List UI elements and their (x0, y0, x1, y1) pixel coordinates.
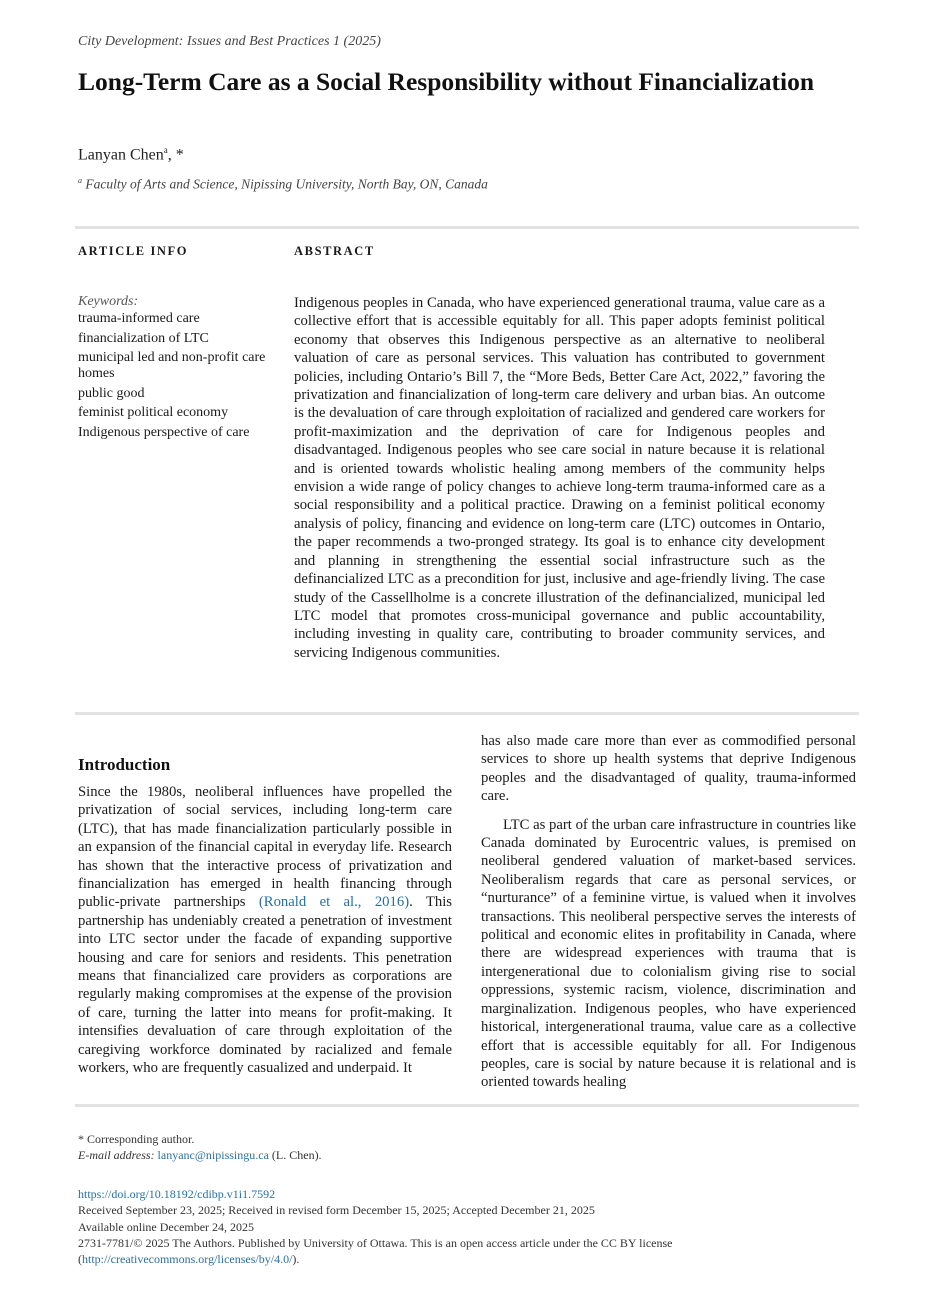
intro-text: Since the 1980s, neoliberal influences have propelled the privatization of social services, including long-term care (LTC), that has made financialization particularly possible in an expansion of the financial capital in everyday life. Research has shown that the interactive process of privatization and financialization has emerged in health financing through public-private partnerships (78, 784, 452, 911)
abstract-heading: ABSTRACT (294, 244, 375, 258)
intro-text: . This partnership has undeniably created a penetration of investment into LTC sector under the facade of expanding supportive housing and care for seniors and residents. This penetration means that financialized care providers as corporations are regularly making compromises at the expense of the provision of care, turning the latter into means for profit-making. It intensifies devaluation of care through exploitation of the caregiving workforce dominated by racialized and female workers, who are frequently casualized and underpaid. It (78, 894, 452, 1077)
body-column-left (78, 783, 452, 1078)
online-date: Available online December 24, 2025 (78, 1219, 255, 1234)
email-link[interactable]: lanyanc@nipissingu.ca (157, 1148, 269, 1163)
license-line (78, 1251, 672, 1267)
article-title: Long-Term Care as a Social Responsibility without Financialization (78, 67, 815, 96)
email-line (78, 1147, 322, 1163)
divider-top (75, 226, 859, 229)
paren-close: ). (292, 1252, 300, 1267)
author-line (78, 145, 184, 164)
keywords-label: Keywords: (78, 294, 139, 309)
email-suffix: (L. Chen). (268, 1148, 322, 1163)
introduction-heading: Introduction (78, 755, 171, 774)
license-link[interactable]: http://creativecommons.org/licenses/by/4.0/ (82, 1252, 293, 1267)
affiliation-text: Faculty of Arts and Science, Nipissing University, North Bay, ON, Canada (85, 176, 488, 192)
author-affiliation-mark: a (163, 145, 168, 155)
footnote (78, 1131, 322, 1164)
doi-link[interactable]: https://doi.org/10.18192/cdibp.v1i1.7592 (78, 1187, 276, 1201)
divider-middle (75, 712, 859, 715)
keyword-item: trauma-informed care (78, 311, 200, 326)
keyword-item: municipal led and non-profit care homes (78, 350, 266, 381)
author-name[interactable]: Lanyan Chen (78, 146, 164, 164)
journal-citation: City Development: Issues and Best Practices 1 (2025) (78, 34, 381, 49)
submission-history: Received September 23, 2025; Received in revised form December 15, 2025; Accepted December 21, 2025 (78, 1203, 595, 1218)
keyword-item: financialization of LTC (78, 330, 209, 346)
abstract-text: Indigenous peoples in Canada, who have experienced generational trauma, value care as a collective effort that is accessible equitably for all. This paper adopts feminist political economy that observes this Indigenous perspective as an alternative to neoliberal valuation of care as personal services. This valuation has contributed to government policies, including Ontario’s Bill 7, the “More Beds, Better Care Act, 2022,” favoring the privatization and financialization of long-term care delivery and urban bias. An outcome is the devaluation of care through exploitation of racialized and gendered care workers for profit-maximization and the deprivation of care for Indigenous peoples and disadvantaged. Indigenous peoples who see care social in nature because it is relational and is oriented towards wholistic healing among members of the community helps envision a wide range of policy changes to achieve long-term trauma-informed care as a social responsibility and a political practice. Drawing on a feminist political economy analysis of policy, financing and evidence on long-term care (LTC) outcomes in Ontario, the paper recommends a two-pronged strategy. Its goal is to enhance city development and planning in strengthening the essential social infrastructure such as the definancialized LTC as a precondition for just, inclusive and age-friendly living. The case study of the Cassellholme is a concrete illustration of the definancialized, municipal led LTC model that promotes cross-municipal governance and public accountability, including investing in quality care, contributing to broader community services, and servicing Indigenous communities. (294, 295, 825, 661)
email-label: E-mail address: (78, 1148, 155, 1163)
keyword-item: public good (78, 385, 145, 401)
license-text: 2731-7781/© 2025 The Authors. Published by University of Ottawa. This is an open access article under the CC BY license (78, 1235, 673, 1250)
intro-paragraph-1-continued: has also made care more than ever as commodified personal services to shore up health systems that deprive Indigenous peoples and the disadvantaged of quality, trauma-informed care. (481, 733, 856, 805)
article-info-heading: ARTICLE INFO (78, 244, 189, 258)
publication-info (78, 1186, 672, 1267)
keywords-list (78, 311, 283, 444)
affiliation (78, 176, 488, 193)
divider-bottom (75, 1104, 859, 1107)
intro-paragraph-1 (78, 783, 452, 1078)
corresponding-author-note: * Corresponding author. (78, 1132, 195, 1146)
citation-link[interactable]: (Ronald et al., 2016) (258, 894, 410, 911)
keyword-item: Indigenous perspective of care (78, 424, 250, 440)
paren-open: ( (78, 1252, 82, 1267)
keyword-item: feminist political economy (78, 405, 229, 420)
intro-paragraph-2: LTC as part of the urban care infrastructure in countries like Canada dominated by Eurocentric values, is premised on neoliberal gendered valuation of market-based services. Neoliberalism regards that care as personal services, or “nurturance” of a feminine virtue, is valued when it involves transactions. This neoliberal perspective serves the interests of political and economic elites in profitability in Canada, where there are widespread experiences with trauma that is intergenerational due to colonialism giving rise to social oppressions, systemic racism, violence, discrimination and marginalization. Indigenous peoples, who have experienced historical, intergenerational trauma, value care as a collective effort that is accessible equitably for all. For Indigenous peoples, care is social by nature because it is relational and is oriented towards healing (481, 816, 856, 1091)
body-column-right (481, 732, 856, 1092)
affiliation-mark: a (78, 176, 82, 185)
corresponding-mark: , * (167, 146, 184, 164)
